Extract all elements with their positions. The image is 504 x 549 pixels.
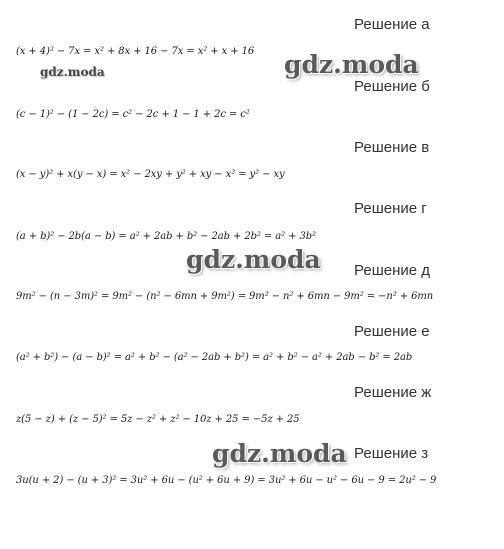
heading-solution-b: Решение б	[354, 78, 430, 95]
heading-solution-g: Решение г	[354, 200, 427, 217]
watermark-small: gdz.moda	[40, 65, 105, 79]
heading-solution-zh: Решение ж	[354, 384, 432, 401]
formula-solution-a: (x + 4)² − 7x = x² + 8x + 16 − 7x = x² + x + 16	[16, 46, 255, 57]
formula-solution-d: 9m² − (n − 3m)² = 9m² − (n² − 6mn + 9m²) = 9m² − n² + 6mn − 9m² = −n² + 6mn	[16, 291, 434, 302]
formula-solution-g: (a + b)² − 2b(a − b) = a² + 2ab + b² − 2ab + 2b² = a² + 3b²	[16, 231, 316, 242]
watermark-middle: gdz.moda	[186, 245, 321, 274]
heading-solution-e: Решение е	[354, 323, 430, 340]
watermark-top: gdz.moda	[284, 50, 419, 79]
heading-solution-d: Решение д	[354, 262, 430, 279]
heading-solution-v: Решение в	[354, 139, 430, 156]
heading-solution-z: Решение з	[354, 445, 429, 462]
formula-solution-zh: z(5 − z) + (z − 5)² = 5z − z² + z² − 10z + 25 = −5z + 25	[16, 414, 300, 425]
formula-solution-z: 3u(u + 2) − (u + 3)² = 3u² + 6u − (u² + 6u + 9) = 3u² + 6u − u² − 6u − 9 = 2u² − 9	[16, 475, 437, 486]
formula-solution-b: (c − 1)² − (1 − 2c) = c² − 2c + 1 − 1 + 2c = c²	[16, 109, 250, 120]
formula-solution-v: (x − y)² + x(y − x) = x² − 2xy + y² + xy − x² = y² − xy	[16, 169, 285, 180]
heading-solution-a: Решение а	[354, 16, 430, 33]
watermark-bottom: gdz.moda	[212, 439, 347, 468]
formula-solution-e: (a² + b²) − (a − b)² = a² + b² − (a² − 2ab + b²) = a² + b² − a² + 2ab − b² = 2ab	[16, 352, 413, 363]
